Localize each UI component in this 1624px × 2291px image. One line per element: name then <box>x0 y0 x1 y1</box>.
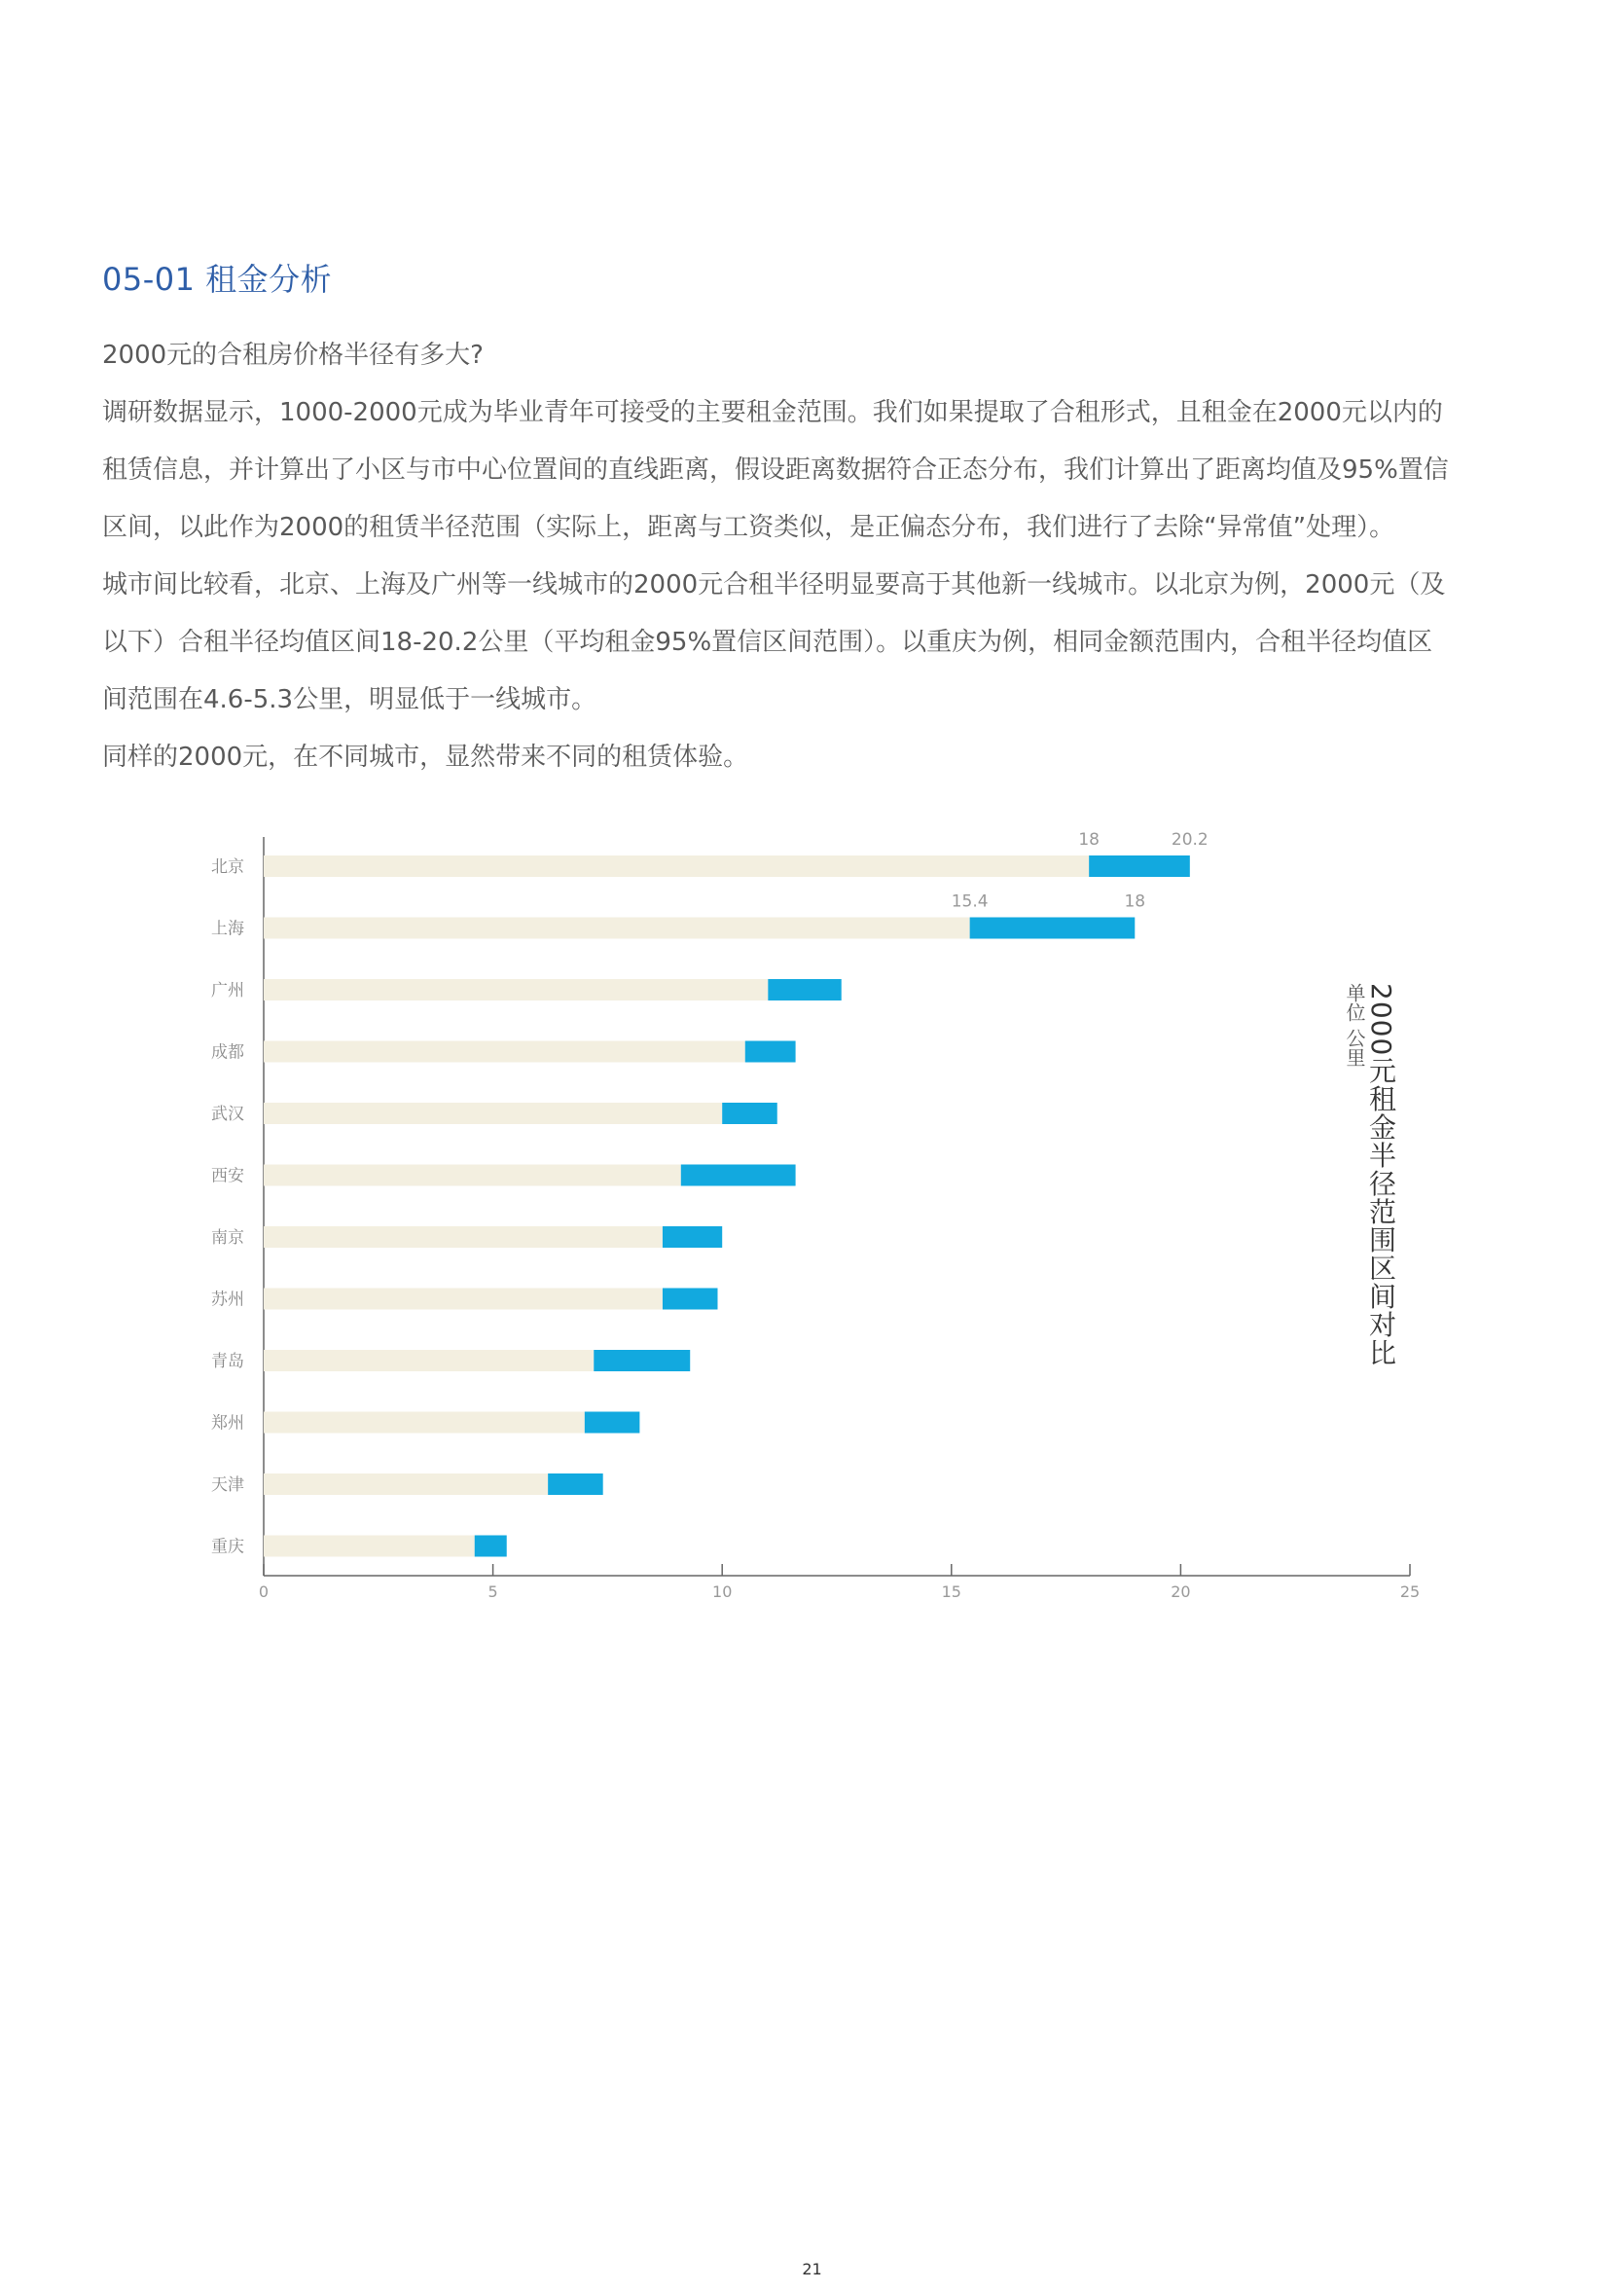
bar-range <box>1089 855 1190 877</box>
category-label: 郑州 <box>211 1413 244 1434</box>
category-label: 南京 <box>211 1228 244 1248</box>
paragraph-question: 2000元的合租房价格半径有多大? <box>102 341 484 370</box>
bar-range <box>768 979 841 1000</box>
data-label-lower: 18 <box>1078 830 1100 850</box>
paragraph-line: 租赁信息，并计算出了小区与市中心位置间的直线距离，假设距离数据符合正态分布，我们计算出了距离均值及95%置信 <box>102 455 1449 485</box>
bar-lower <box>264 1350 594 1371</box>
bar-lower <box>264 1041 745 1063</box>
bar-range <box>475 1536 507 1557</box>
paragraph-line: 城市间比较看，北京、上海及广州等一线城市的2000元合租半径明显要高于其他新一线城市。以北京为例，2000元（及 <box>102 570 1446 600</box>
body-text <box>102 327 1533 786</box>
bar-range <box>745 1041 796 1063</box>
bar-range <box>722 1103 777 1124</box>
bar-lower <box>264 1473 548 1495</box>
paragraph-line: 调研数据显示，1000-2000元成为毕业青年可接受的主要租金范围。我们如果提取了合租形式，且租金在2000元以内的 <box>102 398 1443 427</box>
page-number: 21 <box>802 2260 822 2278</box>
category-label: 西安 <box>211 1166 244 1186</box>
bar-lower <box>264 979 768 1000</box>
category-label: 北京 <box>211 857 244 877</box>
chart-unit-label: 单位 公里 <box>1343 983 1366 1068</box>
chart-title: 2000元租金半径范围区间对比 <box>1365 983 1397 1367</box>
bar-lower <box>264 1226 663 1248</box>
bar-lower <box>264 1165 681 1186</box>
bar-range <box>970 918 1136 939</box>
bar-lower <box>264 1289 663 1310</box>
bar-lower <box>264 1536 475 1557</box>
x-tick-label: 5 <box>487 1582 498 1601</box>
category-label: 苏州 <box>211 1290 244 1310</box>
category-label: 成都 <box>211 1042 244 1063</box>
x-tick-label: 15 <box>941 1582 961 1601</box>
bar-range <box>663 1226 722 1248</box>
bar-range <box>681 1165 796 1186</box>
category-label: 青岛 <box>211 1352 244 1371</box>
paragraph-line: 区间，以此作为2000的租赁半径范围（实际上，距离与工资类似，是正偏态分布，我们进行了去除“异常值”处理）。 <box>102 513 1395 542</box>
bar-range <box>548 1473 603 1495</box>
bar-range <box>585 1412 640 1434</box>
bar-lower <box>264 918 970 939</box>
section-title: 05-01 租金分析 <box>102 261 333 298</box>
category-label: 天津 <box>211 1475 244 1495</box>
bar-lower <box>264 855 1089 877</box>
data-label-upper: 20.2 <box>1171 830 1209 850</box>
category-label: 重庆 <box>211 1537 244 1557</box>
x-tick-label: 25 <box>1399 1582 1421 1601</box>
bar-range <box>663 1289 718 1310</box>
x-tick-label: 10 <box>712 1582 733 1601</box>
bar-lower <box>264 1412 585 1434</box>
category-label: 上海 <box>211 919 244 939</box>
data-label-lower: 15.4 <box>951 891 989 912</box>
bar-lower <box>264 1103 722 1124</box>
data-label-upper: 18 <box>1124 891 1146 912</box>
category-label: 武汉 <box>211 1105 244 1124</box>
category-label: 广州 <box>211 981 244 1000</box>
bar-range <box>594 1350 690 1371</box>
paragraph-conclusion: 同样的2000元，在不同城市，显然带来不同的租赁体验。 <box>102 743 749 772</box>
paragraph-line: 以下）合租半径均值区间18-20.2公里（平均租金95%置信区间范围）。以重庆为例，相同金额范围内，合租半径均值区 <box>102 628 1433 657</box>
x-tick-label: 0 <box>258 1582 270 1601</box>
x-tick-label: 20 <box>1171 1582 1191 1601</box>
paragraph-line: 间范围在4.6-5.3公里，明显低于一线城市。 <box>102 685 597 714</box>
